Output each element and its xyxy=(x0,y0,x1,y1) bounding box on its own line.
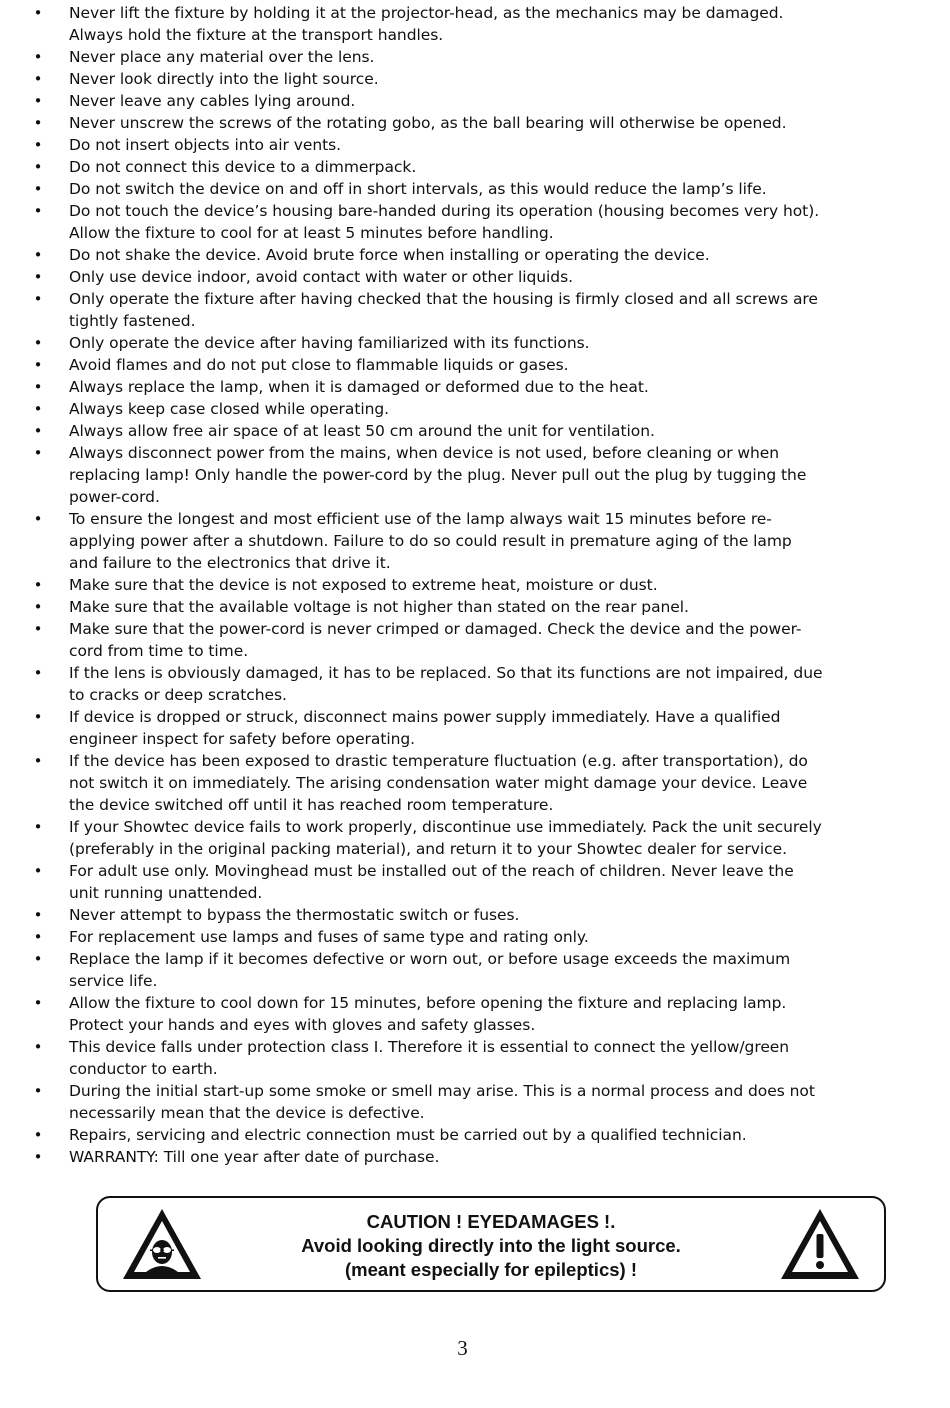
warning-item xyxy=(30,574,925,596)
warning-text-line: During the initial start-up some smoke or smell may arise. This is a normal process and does not xyxy=(69,1082,815,1100)
bullet-icon: • xyxy=(33,906,43,924)
warning-text-line: unit running unattended. xyxy=(69,884,263,902)
warning-text-line: service life. xyxy=(69,972,158,990)
warning-item xyxy=(30,750,925,816)
warning-text-line: Repairs, servicing and electric connection must be carried out by a qualified technician. xyxy=(69,1126,747,1144)
warning-item xyxy=(30,178,925,200)
caution-title: CAUTION ! EYEDAMAGES !. xyxy=(366,1211,616,1232)
warning-item xyxy=(30,200,925,244)
warning-item xyxy=(30,816,925,860)
safety-warnings-list xyxy=(30,2,925,1168)
warning-text-line: Make sure that the device is not exposed to extreme heat, moisture or dust. xyxy=(69,576,658,594)
bullet-icon: • xyxy=(33,246,43,264)
warning-text-line: replacing lamp! Only handle the power-cord by the plug. Never pull out the plug by tugging the xyxy=(69,466,807,484)
bullet-icon: • xyxy=(33,598,43,616)
bullet-icon: • xyxy=(33,268,43,286)
bullet-icon: • xyxy=(33,818,43,836)
bullet-icon: • xyxy=(33,378,43,396)
warning-item xyxy=(30,904,925,926)
caution-message xyxy=(248,1210,734,1282)
bullet-icon: • xyxy=(33,180,43,198)
warning-text-line: Do not insert objects into air vents. xyxy=(69,136,342,154)
warning-text-line: Always replace the lamp, when it is damaged or deformed due to the heat. xyxy=(69,378,649,396)
warning-item xyxy=(30,90,925,112)
warning-item xyxy=(30,1080,925,1124)
warning-text-line: power-cord. xyxy=(69,488,160,506)
bullet-icon: • xyxy=(33,70,43,88)
bullet-icon: • xyxy=(33,1126,43,1144)
bullet-icon: • xyxy=(33,620,43,638)
warning-text-line: Only operate the fixture after having checked that the housing is firmly closed and all screws are xyxy=(69,290,818,308)
warning-text-line: If your Showtec device fails to work properly, discontinue use immediately. Pack the unit securely xyxy=(69,818,822,836)
bullet-icon: • xyxy=(33,752,43,770)
warning-item xyxy=(30,112,925,134)
warning-text-line: Make sure that the power-cord is never crimped or damaged. Check the device and the power- xyxy=(69,620,802,638)
warning-text-line: Never lift the fixture by holding it at the projector-head, as the mechanics may be damaged. xyxy=(69,4,784,22)
bullet-icon: • xyxy=(33,136,43,154)
warning-text-line: Never place any material over the lens. xyxy=(69,48,375,66)
warning-text-line: Only operate the device after having familiarized with its functions. xyxy=(69,334,590,352)
bullet-icon: • xyxy=(33,928,43,946)
bullet-icon: • xyxy=(33,708,43,726)
warning-text-line: Protect your hands and eyes with gloves and safety glasses. xyxy=(69,1016,536,1034)
bullet-icon: • xyxy=(33,4,43,22)
warning-item xyxy=(30,662,925,706)
warning-text-line: Replace the lamp if it becomes defective or worn out, or before usage exceeds the maximum xyxy=(69,950,791,968)
bullet-icon: • xyxy=(33,290,43,308)
warning-item xyxy=(30,244,925,266)
warning-text-line: If the lens is obviously damaged, it has to be replaced. So that its functions are not impaired, due xyxy=(69,664,823,682)
warning-item xyxy=(30,420,925,442)
warning-item xyxy=(30,1036,925,1080)
bullet-icon: • xyxy=(33,334,43,352)
warning-text-line: necessarily mean that the device is defective. xyxy=(69,1104,425,1122)
bullet-icon: • xyxy=(33,400,43,418)
warning-item xyxy=(30,926,925,948)
warning-item xyxy=(30,706,925,750)
warning-text-line: This device falls under protection class I. Therefore it is essential to connect the yellow/green xyxy=(69,1038,790,1056)
bullet-icon: • xyxy=(33,1038,43,1056)
bullet-icon: • xyxy=(33,994,43,1012)
warning-text-line: Always hold the fixture at the transport handles. xyxy=(69,26,444,44)
caution-instruction: Avoid looking directly into the light source. xyxy=(301,1235,681,1256)
bullet-icon: • xyxy=(33,114,43,132)
warning-text-line: Never look directly into the light source. xyxy=(69,70,379,88)
warning-text-line: to cracks or deep scratches. xyxy=(69,686,287,704)
warning-item xyxy=(30,68,925,90)
warning-item xyxy=(30,156,925,178)
warning-item xyxy=(30,266,925,288)
warning-item xyxy=(30,332,925,354)
warning-item xyxy=(30,860,925,904)
warning-text-line: conductor to earth. xyxy=(69,1060,218,1078)
warning-text-line: For replacement use lamps and fuses of same type and rating only. xyxy=(69,928,589,946)
warning-item xyxy=(30,596,925,618)
warning-text-line: Make sure that the available voltage is not higher than stated on the rear panel. xyxy=(69,598,689,616)
warning-item xyxy=(30,354,925,376)
warning-text-line: Always disconnect power from the mains, when device is not used, before cleaning or when xyxy=(69,444,780,462)
warning-item xyxy=(30,442,925,508)
warning-item xyxy=(30,398,925,420)
warning-text-line: Do not switch the device on and off in short intervals, as this would reduce the lamp’s life. xyxy=(69,180,767,198)
warning-text-line: engineer inspect for safety before operating. xyxy=(69,730,416,748)
bullet-icon: • xyxy=(33,664,43,682)
warning-text-line: To ensure the longest and most efficient use of the lamp always wait 15 minutes before re- xyxy=(69,510,772,528)
warning-item xyxy=(30,134,925,156)
warning-text-line: If the device has been exposed to drastic temperature fluctuation (e.g. after transportation), do xyxy=(69,752,808,770)
warning-item xyxy=(30,2,925,46)
warning-text-line: Always keep case closed while operating. xyxy=(69,400,390,418)
warning-text-line: Do not connect this device to a dimmerpack. xyxy=(69,158,417,176)
warning-text-line: Allow the fixture to cool for at least 5 minutes before handling. xyxy=(69,224,554,242)
caution-box xyxy=(96,1196,886,1292)
bullet-icon: • xyxy=(33,576,43,594)
warning-item xyxy=(30,46,925,68)
bullet-icon: • xyxy=(33,1148,43,1166)
warning-text-line: Avoid flames and do not put close to flammable liquids or gases. xyxy=(69,356,569,374)
bullet-icon: • xyxy=(33,510,43,528)
warning-text-line: For adult use only. Movinghead must be installed out of the reach of children. Never leave the xyxy=(69,862,794,880)
bullet-icon: • xyxy=(33,92,43,110)
page-number: 3 xyxy=(457,1336,468,1360)
bullet-icon: • xyxy=(33,356,43,374)
warning-text-line: Never attempt to bypass the thermostatic switch or fuses. xyxy=(69,906,520,924)
warning-item xyxy=(30,618,925,662)
warning-text-line: Only use device indoor, avoid contact with water or other liquids. xyxy=(69,268,573,286)
warning-text-line: Never unscrew the screws of the rotating gobo, as the ball bearing will otherwise be opened. xyxy=(69,114,787,132)
warning-item xyxy=(30,288,925,332)
bullet-icon: • xyxy=(33,48,43,66)
warning-text-line: WARRANTY: Till one year after date of purchase. xyxy=(69,1148,440,1166)
bullet-icon: • xyxy=(33,862,43,880)
warning-text-line: cord from time to time. xyxy=(69,642,249,660)
warning-text-line: (preferably in the original packing material), and return it to your Showtec dealer for service. xyxy=(69,840,787,858)
warning-text-line: Do not touch the device’s housing bare-handed during its operation (housing becomes very hot). xyxy=(69,202,820,220)
warning-item xyxy=(30,1146,925,1168)
warning-item xyxy=(30,1124,925,1146)
warning-item xyxy=(30,508,925,574)
exclamation-warning-icon xyxy=(778,1206,862,1282)
bullet-icon: • xyxy=(33,202,43,220)
bullet-icon: • xyxy=(33,1082,43,1100)
bullet-icon: • xyxy=(33,422,43,440)
warning-text-line: Allow the fixture to cool down for 15 minutes, before opening the fixture and replacing lamp. xyxy=(69,994,787,1012)
warning-text-line: Do not shake the device. Avoid brute force when installing or operating the device. xyxy=(69,246,710,264)
warning-text-line: Never leave any cables lying around. xyxy=(69,92,356,110)
bullet-icon: • xyxy=(33,158,43,176)
warning-text-line: applying power after a shutdown. Failure to do so could result in premature aging of the lamp xyxy=(69,532,792,550)
warning-text-line: If device is dropped or struck, disconnect mains power supply immediately. Have a qualified xyxy=(69,708,781,726)
caution-note: (meant especially for epileptics) ! xyxy=(345,1259,637,1280)
warning-text-line: the device switched off until it has reached room temperature. xyxy=(69,796,554,814)
warning-item xyxy=(30,948,925,992)
warning-text-line: and failure to the electronics that drive it. xyxy=(69,554,391,572)
warning-text-line: not switch it on immediately. The arising condensation water might damage your device. Leave xyxy=(69,774,808,792)
bullet-icon: • xyxy=(33,444,43,462)
warning-item xyxy=(30,376,925,398)
warning-item xyxy=(30,992,925,1036)
eye-protection-warning-icon xyxy=(120,1206,204,1282)
bullet-icon: • xyxy=(33,950,43,968)
warning-text-line: tightly fastened. xyxy=(69,312,196,330)
warning-text-line: Always allow free air space of at least 50 cm around the unit for ventilation. xyxy=(69,422,655,440)
